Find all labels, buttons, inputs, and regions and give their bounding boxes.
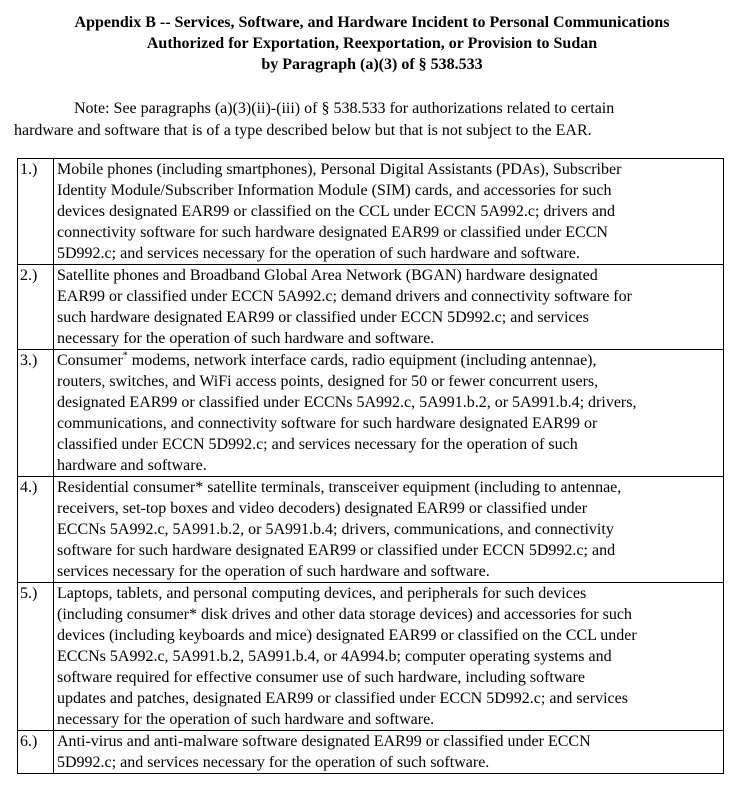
item-line: 5D992.c; and services necessary for the operation of such software.: [57, 754, 490, 771]
item-description: [54, 350, 724, 477]
item-description: [54, 477, 724, 583]
note-line-2: hardware and software that is of a type described below but that is not subject to the EAR.: [14, 122, 592, 139]
item-line: necessary for the operation of such hardware and software.: [57, 330, 435, 347]
item-line: designated EAR99 or classified under ECCNs 5A992.c, 5A991.b.2, or 5A991.b.4; drivers,: [57, 394, 637, 411]
item-line: Satellite phones and Broadband Global Area Network (BGAN) hardware designated: [57, 267, 598, 284]
item-description: [54, 583, 724, 731]
item-line: (including consumer* disk drives and other data storage devices) and accessories for such: [57, 606, 632, 623]
item-line: connectivity software for such hardware designated EAR99 or classified under ECCN: [57, 224, 608, 241]
item-line: Anti-virus and anti-malware software designated EAR99 or classified under ECCN: [57, 733, 591, 750]
item-line: 5D992.c; and services necessary for the operation of such hardware and software.: [57, 245, 580, 262]
item-line: communications, and connectivity software for such hardware designated EAR99 or: [57, 415, 598, 432]
item-line: Identity Module/Subscriber Information Module (SIM) cards, and accessories for such: [57, 182, 612, 199]
item-number: 6.): [18, 731, 54, 774]
table-row: [18, 731, 724, 774]
item-line: classified under ECCN 5D992.c; and services necessary for the operation of such: [57, 436, 578, 453]
item-first-rest: modems, network interface cards, radio equipment (including antennae),: [127, 352, 597, 369]
note-line-1: Note: See paragraphs (a)(3)(ii)-(iii) of § 538.533 for authorizations related to certain: [74, 100, 615, 117]
footnote-mark: *: [122, 350, 128, 362]
item-line: updates and patches, designated EAR99 or classified under ECCN 5D992.c; and services: [57, 690, 628, 707]
item-line: ECCNs 5A992.c, 5A991.b.2, 5A991.b.4, or 4A994.b; computer operating systems and: [57, 648, 612, 665]
items-table: [17, 158, 724, 774]
item-line: Residential consumer* satellite terminals, transceiver equipment (including to antennae,: [57, 479, 622, 496]
item-line: devices designated EAR99 or classified on the CCL under ECCN 5A992.c; drivers and: [57, 203, 615, 220]
item-line: Laptops, tablets, and personal computing devices, and peripherals for such devices: [57, 585, 587, 602]
title-line-2: Authorized for Exportation, Reexportation, or Provision to Sudan: [146, 35, 598, 52]
item-line: software required for effective consumer use of such hardware, including software: [57, 669, 585, 686]
table-row: [18, 159, 724, 265]
item-line: Mobile phones (including smartphones), Personal Digital Assistants (PDAs), Subscriber: [57, 161, 622, 178]
item-first-word: Consumer: [57, 352, 123, 369]
item-line: services necessary for the operation of such hardware and software.: [57, 563, 490, 580]
item-number: 5.): [18, 583, 54, 731]
item-number: 4.): [18, 477, 54, 583]
item-number: 2.): [18, 265, 54, 350]
note-paragraph: [14, 98, 734, 142]
item-description: [54, 265, 724, 350]
item-number: 1.): [18, 159, 54, 265]
item-description: [54, 159, 724, 265]
item-line: software for such hardware designated EAR99 or classified under ECCN 5D992.c; and: [57, 542, 616, 559]
item-line: receivers, set-top boxes and video decoders) designated EAR99 or classified under: [57, 500, 588, 517]
document-title: [0, 12, 744, 75]
title-line-3: by Paragraph (a)(3) of § 538.533: [261, 56, 483, 73]
item-number: 3.): [18, 350, 54, 477]
item-line: devices (including keyboards and mice) designated EAR99 or classified on the CCL under: [57, 627, 637, 644]
item-line: such hardware designated EAR99 or classified under ECCN 5D992.c; and services: [57, 309, 589, 326]
item-line: routers, switches, and WiFi access points, designed for 50 or fewer concurrent users,: [57, 373, 599, 390]
table-row: [18, 265, 724, 350]
item-description: [54, 731, 724, 774]
table-row: [18, 350, 724, 477]
item-line: EAR99 or classified under ECCN 5A992.c; demand drivers and connectivity software for: [57, 288, 632, 305]
table-row: [18, 583, 724, 731]
item-line: [57, 350, 723, 371]
title-line-1: Appendix B -- Services, Software, and Hardware Incident to Personal Communications: [74, 14, 670, 31]
item-line: ECCNs 5A992.c, 5A991.b.2, or 5A991.b.4; drivers, communications, and connectivity: [57, 521, 614, 538]
item-line: hardware and software.: [57, 457, 207, 474]
table-row: [18, 477, 724, 583]
item-line: necessary for the operation of such hardware and software.: [57, 711, 435, 728]
